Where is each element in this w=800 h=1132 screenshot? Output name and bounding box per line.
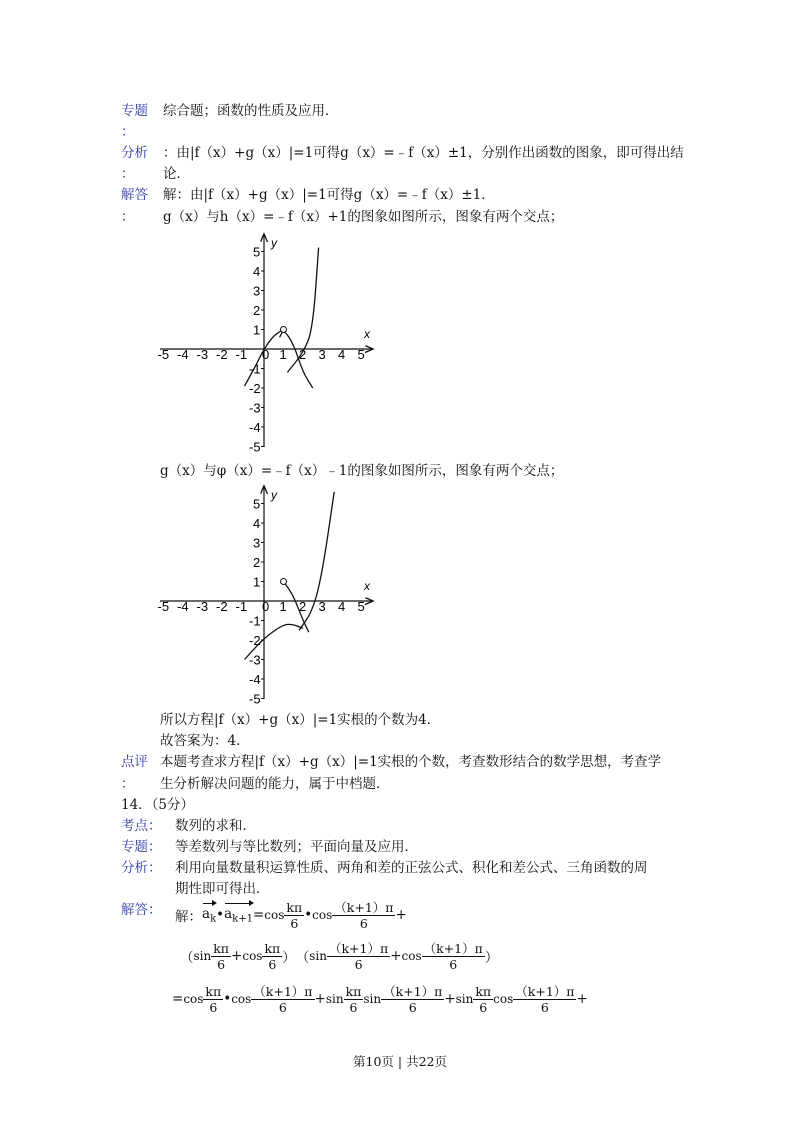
jieda-line2: g（x）与h（x）=﹣f（x）+1的图象如图所示，图象有两个交点； [163,209,564,225]
y-tick-label: 3 [253,535,261,551]
fenxi-colon: ： [121,166,135,182]
zhuanti14-label: 专题： [121,839,162,855]
y-tick-label: -2 [249,633,261,648]
x-tick-label: 5 [357,347,365,362]
y-tick-label: -3 [249,652,261,668]
x-tick-label: -5 [157,347,170,362]
y-tick-label: -1 [249,361,261,377]
zhuanti14-text: 等差数列与等比数列；平面向量及应用． [175,839,418,855]
math-line-2: （ sin $\frac{k\pi}{6}$ + cos $\frac{k\pi}{6}$ ） （ sin $\frac{(k+1)\pi}{6}$ + cos $\frac{(k+1)\pi}{6}$ ） [180,940,499,972]
dianping-label: 点评 [121,754,148,770]
y-tick-label: 1 [253,322,261,338]
jieda-line1: 解：由|f（x）+g（x）|=1可得g（x）=﹣f（x）±1． [163,187,495,203]
math-line-1: 解： $a_k$ • $a_{k+1}$ = cos $\frac{k\pi}{6}$ • cos $\frac{(k+1)\pi}{6}$ + [175,899,407,931]
fenxi-line1: ：由|f（x）+g（x）|=1可得g（x）=﹣f（x）±1，分别作出函数的图象，即可得出结 [163,145,684,161]
y-tick-label: -3 [249,400,261,416]
x-tick-label: 2 [299,599,307,614]
fenxi-label: 分析 [121,145,148,161]
x-tick-label: -4 [177,347,189,362]
zhuanti-colon: ： [121,124,135,140]
dianping-line1: 本题考查求方程|f（x）+g（x）|=1实根的个数，考查数形结合的数学思想，考查学 [160,754,662,770]
kaodian-text: 数列的求和． [175,818,256,834]
y-tick-label: -4 [249,672,261,687]
frac-k1pi-6: $\frac{(k+1)\pi}{6}$ [334,899,394,931]
graph-h [150,225,390,460]
x-tick-label: 4 [338,347,346,362]
x-tick-label: 0 [262,599,270,614]
fenxi14-line2: 期性即可得出． [175,881,270,897]
jie: 解： [175,909,202,925]
y-tick-label: 5 [253,244,261,260]
dianping-line2: 生分析解决问题的能力，属于中档题． [160,776,390,792]
math-line-3: = cos $\frac{k\pi}{6}$ • cos $\frac{(k+1)\pi}{6}$ + sin $\frac{k\pi}{6}$ sin $\frac{(k+1)\pi}{6}$ + sin $\frac{k\pi}{6}$ cos $\frac{(k+1)\pi}{6}$ + [172,983,588,1015]
y-tick-label: 2 [253,555,261,570]
graph-phi [150,477,390,712]
y-tick-label: 1 [253,574,261,590]
zhuanti-text: 综合题；函数的性质及应用． [163,103,339,119]
x-tick-label: -2 [216,347,228,362]
y-tick-label: 4 [253,264,261,279]
q14-header: 14．（5分） [121,797,195,813]
vector-ak1: $a_{k+1}$ [224,905,253,925]
fenxi14-label: 分析： [121,860,162,876]
y-tick-label: -5 [249,439,261,455]
x-tick-label: -1 [235,599,248,614]
x-tick-label: -3 [196,347,209,362]
kaodian-label: 考点： [121,818,162,834]
x-tick-label: 5 [357,599,365,614]
x-tick-label: 2 [299,347,307,362]
dianping-colon: ： [121,776,135,792]
x-tick-label: 3 [318,347,326,362]
x-tick-label: -4 [177,599,189,614]
x-tick-label: -2 [216,599,228,614]
x-tick-label: 4 [338,599,346,614]
y-tick-label: -5 [249,691,261,707]
y-axis-label: y [271,488,277,502]
y-tick-label: -2 [249,381,261,396]
y-tick-label: 2 [253,303,261,318]
graph2-caption: g（x）与φ（x）=﹣f（x）﹣1的图象如图所示，图象有两个交点； [160,463,564,479]
zhuanti-label: 专题 [121,103,148,119]
answer-line: 故答案为：4． [160,733,250,749]
open-point [281,327,287,333]
x-tick-label: 3 [318,599,326,614]
x-tick-label: -3 [196,599,209,614]
x-axis-label: x [364,327,370,341]
y-tick-label: 3 [253,283,261,299]
x-tick-label: -1 [235,347,248,362]
page-footer: 第10页 | 共22页 [353,1054,447,1069]
jieda-colon: ： [121,209,135,225]
y-tick-label: -4 [249,420,261,435]
y-tick-label: -1 [249,613,261,629]
x-tick-label: 1 [279,347,287,362]
y-axis-label: y [271,236,277,250]
result-line: 所以方程|f（x）+g（x）|=1实根的个数为4． [160,712,441,728]
x-tick-label: -5 [157,599,170,614]
x-axis-label: x [364,579,370,593]
fenxi-line2: 论． [163,166,190,182]
fenxi14-line1: 利用向量数量积运算性质、两角和差的正弦公式、积化和差公式、三角函数的周 [175,860,648,876]
y-tick-label: 5 [253,496,261,512]
x-tick-label: 0 [262,347,270,362]
open-point [281,579,287,585]
frac-kpi-6: $\frac{k\pi}{6}$ [286,899,303,931]
y-tick-label: 4 [253,516,261,531]
vector-ak: $a_k$ [202,905,217,925]
jieda-label: 解答 [121,187,148,203]
x-tick-label: 1 [279,599,287,614]
dot: • [216,907,225,923]
jieda14-label: 解答： [121,902,162,918]
